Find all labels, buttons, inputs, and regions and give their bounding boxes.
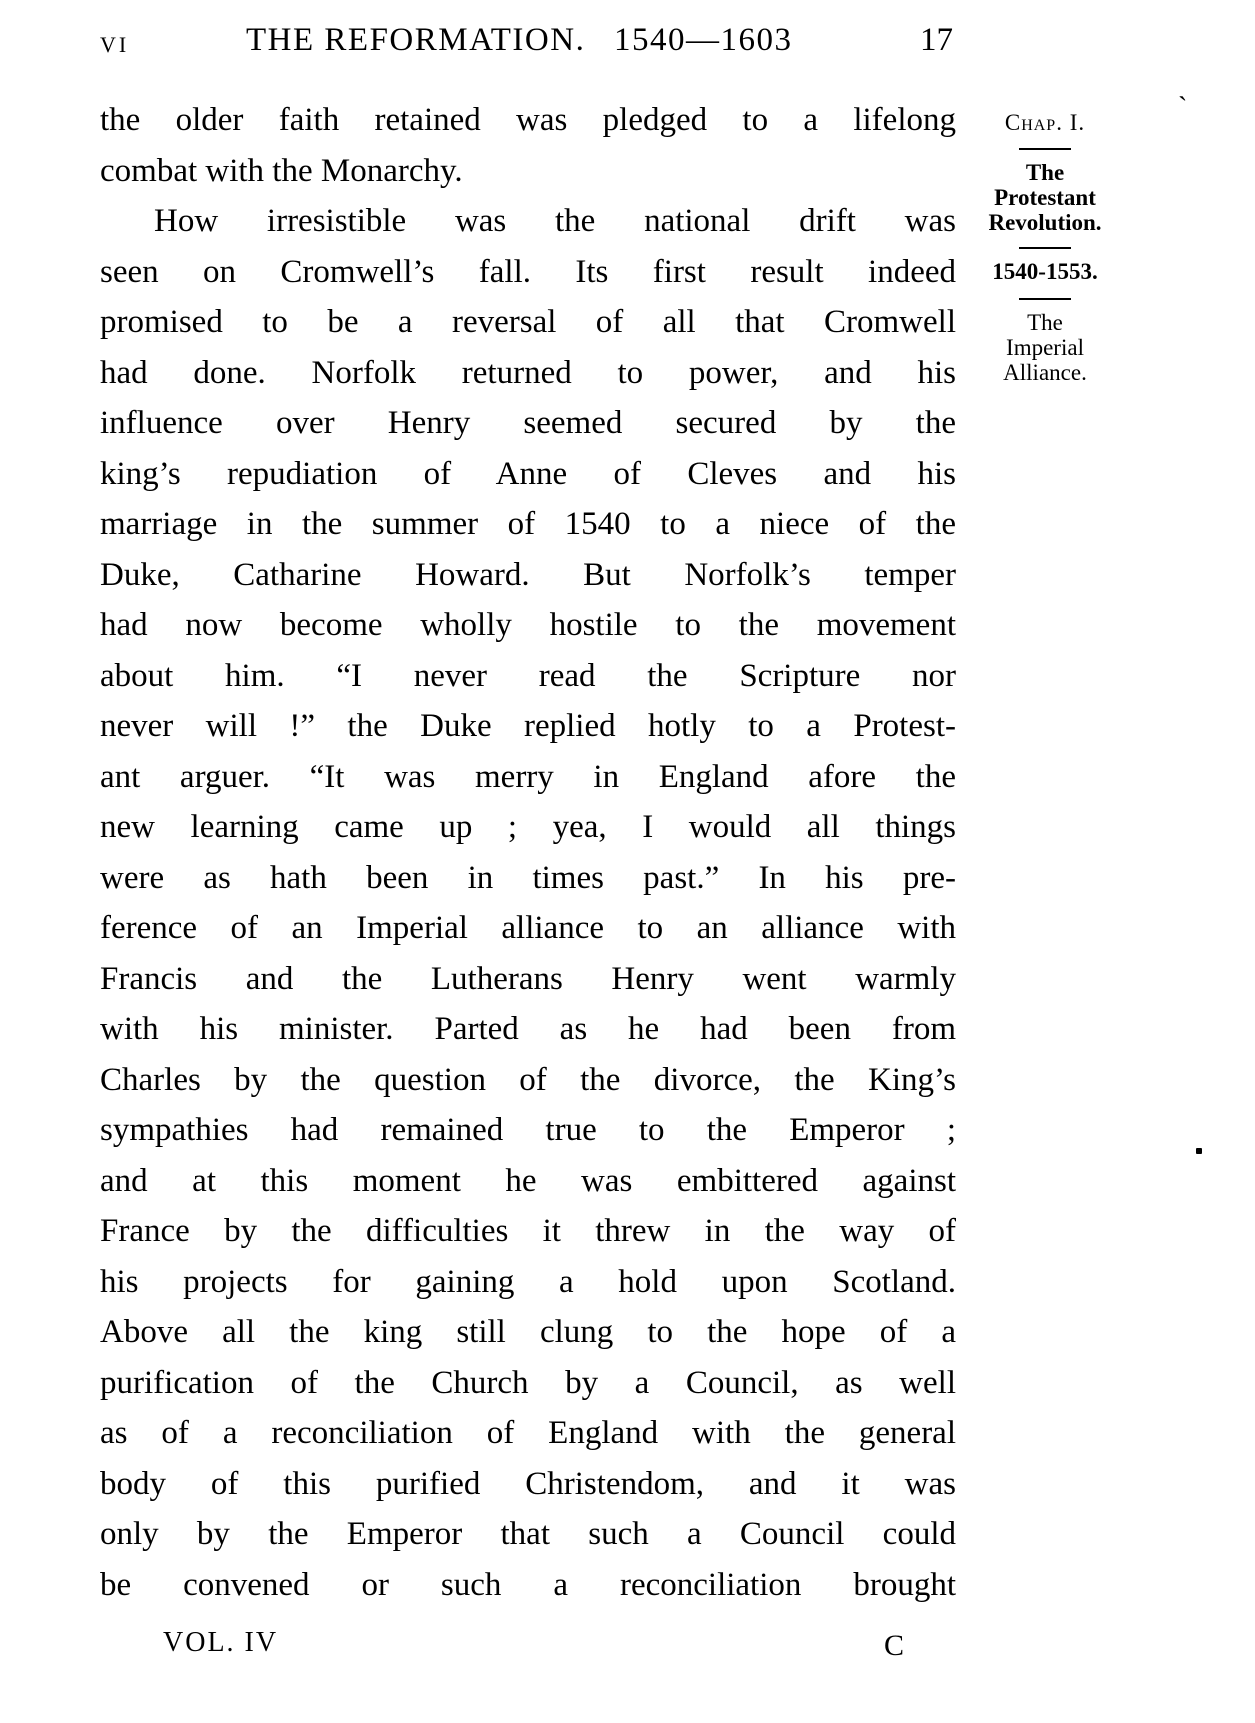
body-line: promised to be a reversal of all that Cromwell (100, 304, 956, 340)
signature-mark: VI (100, 32, 130, 57)
page-number: 17 (920, 22, 953, 58)
body-line: never will !” the Duke replied hotly to a Protest- (100, 708, 956, 744)
header-date-range: 1540—1603 (614, 22, 793, 58)
body-line: ference of an Imperial alliance to an alliance with (100, 910, 956, 946)
sidenote-line: Protestant (994, 185, 1096, 210)
sidenote-protestant-revolution (966, 160, 1124, 235)
body-line: about him. “I never read the Scripture nor (100, 657, 956, 694)
body-line: sympathies had remained true to the Emperor ; (100, 1112, 956, 1148)
scan-artifact-dot (1196, 1148, 1202, 1154)
body-line: seen on Cromwell’s fall. Its first result indeed (100, 253, 956, 290)
body-line: France by the difficulties it threw in the way of (100, 1213, 956, 1249)
body-line: had done. Norfolk returned to power, and his (100, 354, 956, 391)
body-line: combat with the Monarchy. (100, 152, 463, 189)
body-line: and at this moment he was embittered against (100, 1162, 956, 1199)
signature-letter: C (884, 1629, 905, 1662)
sidenote-line: Alliance. (1003, 360, 1087, 385)
running-title: THE REFORMATION. (246, 22, 586, 58)
body-line: be convened or such a reconciliation brought (100, 1566, 956, 1603)
body-line: only by the Emperor that such a Council could (100, 1516, 956, 1552)
volume-label: VOL. IV (163, 1627, 279, 1658)
scan-artifact-mark: ˋ (1178, 92, 1188, 123)
body-line: his projects for gaining a hold upon Scotland. (100, 1263, 956, 1300)
body-line: Above all the king still clung to the hope of a (100, 1314, 956, 1350)
body-line: as of a reconciliation of England with the general (100, 1415, 956, 1451)
body-line: influence over Henry seemed secured by the (100, 405, 956, 441)
body-line: purification of the Church by a Council, as well (100, 1364, 956, 1401)
sidenote-dates: 1540-1553. (992, 259, 1098, 284)
sidenote-line: The (1025, 160, 1065, 185)
body-line: with his minister. Parted as he had been from (100, 1011, 956, 1047)
body-line: ant arguer. “It was merry in England afore the (100, 758, 956, 795)
sidenote-line: The (1027, 310, 1063, 335)
body-line: king’s repudiation of Anne of Cleves and his (100, 455, 956, 492)
body-line: the older faith retained was pledged to a lifelong (100, 102, 956, 138)
body-line: had now become wholly hostile to the movement (100, 607, 956, 643)
divider-rule (1019, 247, 1071, 249)
body-line: Charles by the question of the divorce, the King’s (100, 1061, 956, 1098)
chapter-heading: Chap. I. (1004, 110, 1086, 135)
body-line: How irresistible was the national drift was (154, 203, 956, 239)
body-line: body of this purified Christendom, and it was (100, 1465, 956, 1502)
body-line: Francis and the Lutherans Henry went warmly (100, 960, 956, 997)
divider-rule (1019, 298, 1071, 300)
sidenote-imperial-alliance (966, 310, 1124, 385)
margin-notes (966, 0, 1124, 420)
body-line: marriage in the summer of 1540 to a niece of the (100, 506, 956, 542)
sidenote-line: Imperial (1006, 335, 1084, 360)
body-text (100, 95, 956, 1610)
sidenote-line: Revolution. (988, 210, 1102, 235)
body-line: were as hath been in times past.” In his pre- (100, 859, 956, 896)
body-line: new learning came up ; yea, I would all things (100, 809, 956, 845)
body-line: Duke, Catharine Howard. But Norfolk’s temper (100, 556, 956, 593)
divider-rule (1019, 148, 1071, 150)
